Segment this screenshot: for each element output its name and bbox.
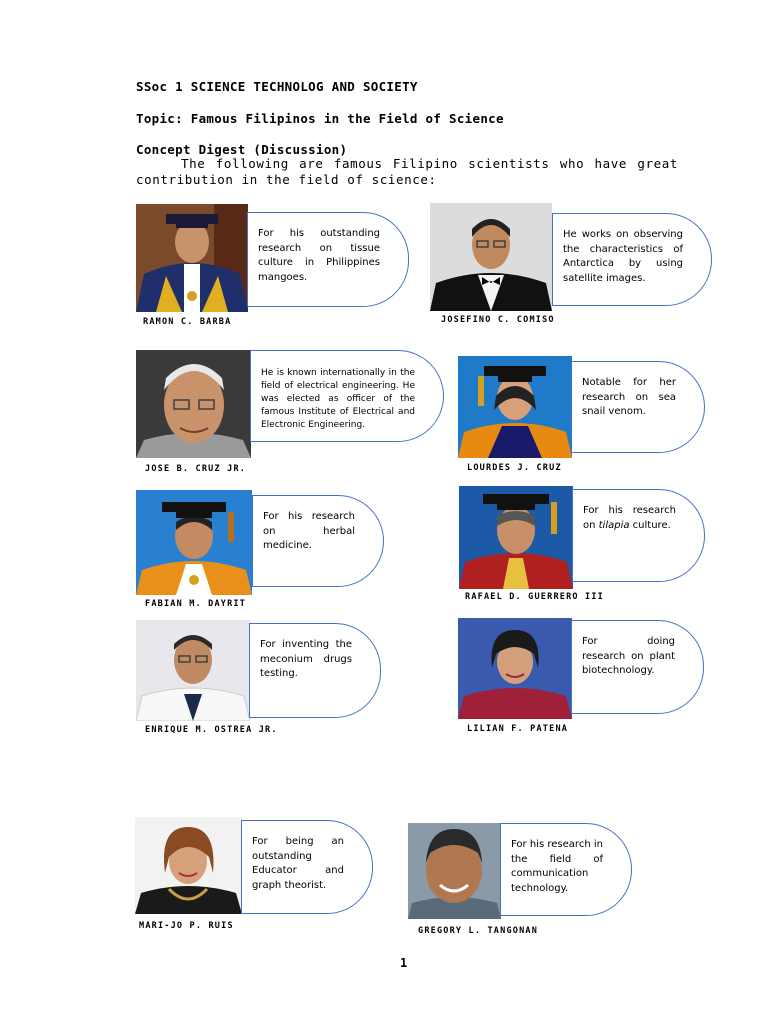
- scientist-name: LOURDES J. CRUZ: [467, 463, 562, 473]
- description-text: For inventing the meconium drugs testing.: [260, 639, 352, 679]
- portrait-jose-cruz: [136, 350, 251, 458]
- description-bubble: [552, 213, 712, 306]
- description-bubble: [571, 620, 704, 714]
- description-text: For doing research on plant biotechnology.: [582, 636, 675, 676]
- portrait-lourdes-cruz: [458, 356, 572, 458]
- scientist-name: RAMON C. BARBA: [143, 317, 232, 327]
- portrait-gregory-tangonan: [408, 823, 501, 919]
- topic-title: Topic: Famous Filipinos in the Field of Science: [136, 111, 504, 126]
- portrait-rafael-guerrero: [459, 486, 573, 589]
- description-bubble: [247, 212, 409, 307]
- portrait-enrique-ostrea: [136, 620, 250, 721]
- scientist-name: MARI-JO P. RUIS: [139, 921, 234, 931]
- portrait-lilian-patena: [458, 618, 572, 719]
- portrait-fabian-dayrit: [136, 490, 252, 595]
- course-title: SSoc 1 SCIENCE TECHNOLOG AND SOCIETY: [136, 79, 418, 94]
- scientist-name: LILIAN F. PATENA: [467, 724, 569, 734]
- description-bubble: [249, 623, 381, 718]
- page-number: 1: [400, 956, 408, 970]
- description-text: For being an outstanding Educator and graph theorist.: [252, 836, 344, 891]
- description-text: Notable for her research on sea snail venom.: [582, 377, 676, 417]
- description-text: For his research on tilapia culture.: [583, 505, 676, 531]
- description-bubble: [571, 361, 705, 453]
- description-bubble: [252, 495, 384, 587]
- scientist-name: JOSEFINO C. COMISO: [441, 315, 555, 325]
- description-text: For his outstanding research on tissue culture in Philippines mangoes.: [258, 228, 380, 283]
- intro-paragraph: The following are famous Filipino scientists who have great contribution in the field of science:: [136, 156, 678, 187]
- description-bubble: [572, 489, 705, 582]
- scientist-name: JOSE B. CRUZ JR.: [145, 464, 247, 474]
- scientist-name: ENRIQUE M. OSTREA JR.: [145, 725, 278, 735]
- portrait-ramon-barba: [136, 204, 248, 312]
- description-bubble: [241, 820, 373, 914]
- scientist-name: GREGORY L. TANGONAN: [418, 926, 539, 936]
- scientist-name: FABIAN M. DAYRIT: [145, 599, 247, 609]
- portrait-mari-jo-ruis: [135, 817, 242, 914]
- description-text: He works on observing the characteristics of Antarctica by using satellite images.: [563, 229, 683, 284]
- description-text: He is known internationally in the field of electrical engineering. He was elected as officer of the famous Institute of Electrical and Electronic Engineering.: [261, 368, 415, 430]
- section-heading: Concept Digest (Discussion): [136, 142, 348, 157]
- description-bubble: [500, 823, 632, 916]
- description-bubble: [250, 350, 444, 442]
- description-text: For his research on herbal medicine.: [263, 511, 355, 551]
- description-text: For his research in the field of communication technology.: [511, 839, 603, 894]
- scientist-name: RAFAEL D. GUERRERO III: [465, 592, 604, 602]
- portrait-josefino-comiso: [430, 203, 552, 311]
